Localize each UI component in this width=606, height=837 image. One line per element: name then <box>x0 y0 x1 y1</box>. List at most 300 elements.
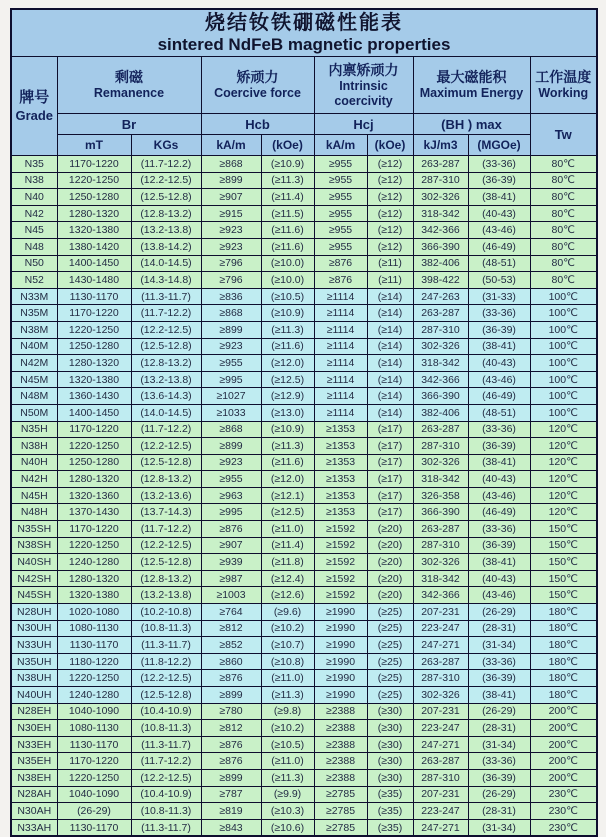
hcj-kam-cell: ≥1990 <box>314 653 367 670</box>
hcb-koe-cell: (≥10.2) <box>261 620 314 637</box>
bhmax-mgoe-cell: (36-39) <box>468 438 530 455</box>
hcj-koe-cell: (≥25) <box>367 637 413 654</box>
br-mt-cell: 1170-1220 <box>57 305 131 322</box>
hcj-kam-cell: ≥1592 <box>314 554 367 571</box>
bhmax-kjm3-cell: 263-287 <box>413 421 468 438</box>
bhmax-kjm3-cell: 263-287 <box>413 653 468 670</box>
hcb-koe-cell: (≥10.5) <box>261 288 314 305</box>
hcj-koe-cell: (≥17) <box>367 471 413 488</box>
grade-cell: N33UH <box>11 637 57 654</box>
hcb-kam-cell: ≥923 <box>201 222 261 239</box>
bhmax-mgoe-cell: (33-36) <box>468 753 530 770</box>
grade-cell: N30AH <box>11 803 57 820</box>
table-row <box>11 288 597 305</box>
br-kgs-cell: (10.8-11.3) <box>131 720 201 737</box>
br-kgs-cell: (11.7-12.2) <box>131 521 201 538</box>
table-row <box>11 454 597 471</box>
bhmax-mgoe-cell: (40-43) <box>468 355 530 372</box>
tw-cell: 180℃ <box>530 653 597 670</box>
br-mt-cell: 1240-1280 <box>57 687 131 704</box>
hcb-kam-cell: ≥907 <box>201 537 261 554</box>
tw-cell: 100℃ <box>530 404 597 421</box>
grade-cell: N48H <box>11 504 57 521</box>
br-mt-cell: 1170-1220 <box>57 156 131 173</box>
hcb-koe-cell: (≥10.7) <box>261 637 314 654</box>
hcb-koe-cell: (≥12.4) <box>261 570 314 587</box>
bhmax-mgoe-cell: (31-34) <box>468 736 530 753</box>
hcb-koe-cell: (≥11.4) <box>261 189 314 206</box>
column-header-grade <box>11 57 57 156</box>
hcb-kam-cell: ≥899 <box>201 687 261 704</box>
hcb-kam-cell: ≥899 <box>201 172 261 189</box>
hcj-kam-cell: ≥876 <box>314 272 367 289</box>
hcb-koe-cell: (≥11.3) <box>261 687 314 704</box>
hcb-kam-cell: ≥995 <box>201 371 261 388</box>
hcj-kam-cell: ≥2785 <box>314 819 367 836</box>
hcb-kam-cell: ≥995 <box>201 504 261 521</box>
hcj-kam-cell: ≥1114 <box>314 321 367 338</box>
br-mt-cell: 1220-1250 <box>57 321 131 338</box>
grade-cell: N33EH <box>11 736 57 753</box>
symbol-bhmax: (BH ) max <box>413 114 530 135</box>
hcj-koe-cell: (≥25) <box>367 670 413 687</box>
tw-cell: 100℃ <box>530 321 597 338</box>
hcb-koe-cell: (≥10.8) <box>261 653 314 670</box>
tw-cell: 80℃ <box>530 172 597 189</box>
hcb-kam-cell: ≥1003 <box>201 587 261 604</box>
tw-cell: 100℃ <box>530 288 597 305</box>
tw-cell: 100℃ <box>530 355 597 372</box>
hcb-koe-cell: (≥10.0) <box>261 272 314 289</box>
bhmax-mgoe-cell: (28-31) <box>468 620 530 637</box>
br-kgs-cell: (12.2-12.5) <box>131 438 201 455</box>
hcj-kam-cell: ≥1114 <box>314 288 367 305</box>
hcj-koe-cell: (≥25) <box>367 653 413 670</box>
grade-cell: N40H <box>11 454 57 471</box>
grade-cell: N40M <box>11 338 57 355</box>
br-mt-cell: 1220-1250 <box>57 769 131 786</box>
bhmax-kjm3-cell: 223-247 <box>413 803 468 820</box>
tw-cell: 200℃ <box>530 753 597 770</box>
bhmax-kjm3-cell: 302-326 <box>413 338 468 355</box>
bhmax-kjm3-cell: 207-231 <box>413 703 468 720</box>
bhmax-kjm3-cell: 287-310 <box>413 438 468 455</box>
hcb-kam-cell: ≥796 <box>201 255 261 272</box>
bhmax-kjm3-cell: 247-271 <box>413 637 468 654</box>
unit-hcb-kam: kA/m <box>201 135 261 156</box>
hcb-kam-cell: ≥819 <box>201 803 261 820</box>
hcj-kam-cell: ≥1592 <box>314 587 367 604</box>
table-row <box>11 570 597 587</box>
grade-cell: N35SH <box>11 521 57 538</box>
bhmax-mgoe-cell: (28-31) <box>468 720 530 737</box>
grade-cell: N38EH <box>11 769 57 786</box>
hcj-koe-cell: (≥11) <box>367 255 413 272</box>
hcj-kam-cell: ≥1990 <box>314 637 367 654</box>
tw-cell: 80℃ <box>530 238 597 255</box>
br-mt-cell: (26-29) <box>57 803 131 820</box>
bhmax-kjm3-cell: 287-310 <box>413 537 468 554</box>
header-row-units <box>11 135 597 156</box>
grade-cell: N28UH <box>11 604 57 621</box>
symbol-tw: Tw <box>530 114 597 156</box>
bhmax-mgoe-cell: (36-39) <box>468 321 530 338</box>
hcj-kam-cell: ≥1353 <box>314 421 367 438</box>
magnet-properties-table <box>10 8 598 837</box>
hcj-koe-cell: (≥20) <box>367 587 413 604</box>
br-kgs-cell: (12.2-12.5) <box>131 537 201 554</box>
table-row <box>11 653 597 670</box>
table-row <box>11 338 597 355</box>
hcb-kam-cell: ≥812 <box>201 620 261 637</box>
column-header-intrinsic-coercivity: 内禀矫顽力 Intrinsic coercivity <box>314 57 413 114</box>
symbol-hcb: Hcb <box>201 114 314 135</box>
unit-bh-kjm3: kJ/m3 <box>413 135 468 156</box>
hcj-kam-cell: ≥1353 <box>314 471 367 488</box>
hcb-kam-cell: ≥764 <box>201 604 261 621</box>
br-kgs-cell: (12.8-13.2) <box>131 205 201 222</box>
title-chinese: 烧结钕铁硼磁性能表 <box>205 12 403 34</box>
br-mt-cell: 1130-1170 <box>57 819 131 836</box>
bhmax-mgoe-cell: (38-41) <box>468 454 530 471</box>
table-row <box>11 769 597 786</box>
tw-cell: 120℃ <box>530 438 597 455</box>
hcb-kam-cell: ≥1027 <box>201 388 261 405</box>
bhmax-kjm3-cell: 207-231 <box>413 604 468 621</box>
hcj-koe-cell: (≥12) <box>367 205 413 222</box>
hcb-koe-cell: (≥13.0) <box>261 404 314 421</box>
hcb-koe-cell: (≥11.0) <box>261 670 314 687</box>
hcj-kam-cell: ≥1114 <box>314 404 367 421</box>
hcj-kam-cell: ≥1592 <box>314 537 367 554</box>
tw-cell: 180℃ <box>530 604 597 621</box>
hcb-kam-cell: ≥843 <box>201 819 261 836</box>
table-row <box>11 670 597 687</box>
hcj-koe-cell: (≥14) <box>367 371 413 388</box>
tw-cell: 80℃ <box>530 222 597 239</box>
bhmax-kjm3-cell: 263-287 <box>413 753 468 770</box>
bhmax-mgoe-cell: (40-43) <box>468 205 530 222</box>
bhmax-mgoe-cell: (38-41) <box>468 554 530 571</box>
hcj-koe-cell: (≥17) <box>367 438 413 455</box>
hcj-kam-cell: ≥1114 <box>314 355 367 372</box>
hcb-kam-cell: ≥899 <box>201 769 261 786</box>
hcj-koe-cell: (≥35) <box>367 786 413 803</box>
grade-cell: N45M <box>11 371 57 388</box>
bhmax-kjm3-cell: 366-390 <box>413 388 468 405</box>
br-kgs-cell: (13.6-14.3) <box>131 388 201 405</box>
bhmax-mgoe-cell: (43-46) <box>468 371 530 388</box>
bhmax-mgoe-cell: (38-41) <box>468 687 530 704</box>
unit-hcj-kam: kA/m <box>314 135 367 156</box>
table-row <box>11 504 597 521</box>
hcj-koe-cell: (≥17) <box>367 454 413 471</box>
bhmax-mgoe-cell: (50-53) <box>468 272 530 289</box>
br-mt-cell: 1320-1380 <box>57 222 131 239</box>
hcb-koe-cell: (≥11.5) <box>261 205 314 222</box>
hcb-kam-cell: ≥899 <box>201 438 261 455</box>
br-kgs-cell: (12.8-13.2) <box>131 471 201 488</box>
grade-cell: N45H <box>11 487 57 504</box>
hcj-koe-cell: (≥12) <box>367 156 413 173</box>
tw-cell: 230℃ <box>530 803 597 820</box>
tw-cell: 150℃ <box>530 521 597 538</box>
hcb-koe-cell: (≥9.9) <box>261 786 314 803</box>
title-english: sintered NdFeB magnetic properties <box>157 35 451 54</box>
bhmax-mgoe-cell: (38-41) <box>468 189 530 206</box>
hcb-kam-cell: ≥852 <box>201 637 261 654</box>
tw-cell: 200℃ <box>530 736 597 753</box>
br-mt-cell: 1320-1360 <box>57 487 131 504</box>
column-header-coercive-force: 矫顽力 Coercive force <box>201 57 314 114</box>
hcj-koe-cell: (≥14) <box>367 388 413 405</box>
table-row <box>11 720 597 737</box>
bhmax-kjm3-cell: 366-390 <box>413 504 468 521</box>
table-row <box>11 587 597 604</box>
hcj-kam-cell: ≥955 <box>314 156 367 173</box>
grade-cell: N50M <box>11 404 57 421</box>
hcb-koe-cell: (≥10.2) <box>261 720 314 737</box>
grade-cell: N40UH <box>11 687 57 704</box>
symbol-hcj: Hcj <box>314 114 413 135</box>
table-row <box>11 537 597 554</box>
grade-cell: N38SH <box>11 537 57 554</box>
hcj-kam-cell: ≥876 <box>314 255 367 272</box>
tw-cell: 100℃ <box>530 388 597 405</box>
grade-cell: N40 <box>11 189 57 206</box>
hcb-koe-cell: (≥11.6) <box>261 454 314 471</box>
title-row <box>11 9 597 57</box>
hcb-kam-cell: ≥915 <box>201 205 261 222</box>
br-kgs-cell: (12.5-12.8) <box>131 338 201 355</box>
hcb-kam-cell: ≥868 <box>201 305 261 322</box>
br-kgs-cell: (10.8-11.3) <box>131 620 201 637</box>
br-mt-cell: 1170-1220 <box>57 421 131 438</box>
grade-cell: N42 <box>11 205 57 222</box>
unit-hcb-koe: (kOe) <box>261 135 314 156</box>
br-mt-cell: 1080-1130 <box>57 620 131 637</box>
bhmax-kjm3-cell: 247-271 <box>413 819 468 836</box>
hcj-koe-cell: (≥30) <box>367 703 413 720</box>
br-kgs-cell: (11.7-12.2) <box>131 753 201 770</box>
hcj-koe-cell: (≥20) <box>367 521 413 538</box>
hcb-kam-cell: ≥1033 <box>201 404 261 421</box>
tw-cell: 150℃ <box>530 587 597 604</box>
table-row <box>11 388 597 405</box>
hcj-koe-cell: (≥12) <box>367 189 413 206</box>
bhmax-kjm3-cell: 302-326 <box>413 687 468 704</box>
hcj-koe-cell: (≥25) <box>367 620 413 637</box>
grade-cell: N50 <box>11 255 57 272</box>
bhmax-kjm3-cell: 342-366 <box>413 222 468 239</box>
bhmax-kjm3-cell: 318-342 <box>413 570 468 587</box>
bhmax-mgoe-cell: (43-46) <box>468 587 530 604</box>
bhmax-kjm3-cell: 207-231 <box>413 786 468 803</box>
br-kgs-cell: (10.2-10.8) <box>131 604 201 621</box>
bhmax-kjm3-cell: 342-366 <box>413 371 468 388</box>
br-mt-cell: 1220-1250 <box>57 172 131 189</box>
unit-br-mt: mT <box>57 135 131 156</box>
bhmax-kjm3-cell: 247-271 <box>413 736 468 753</box>
bhmax-kjm3-cell: 382-406 <box>413 404 468 421</box>
br-mt-cell: 1130-1170 <box>57 637 131 654</box>
hcj-kam-cell: ≥1592 <box>314 570 367 587</box>
br-kgs-cell: (12.5-12.8) <box>131 687 201 704</box>
br-kgs-cell: (11.3-11.7) <box>131 637 201 654</box>
bhmax-mgoe-cell: (46-49) <box>468 388 530 405</box>
column-header-working-temp: 工作温度 Working <box>530 57 597 114</box>
bhmax-kjm3-cell: 287-310 <box>413 172 468 189</box>
hcb-koe-cell: (≥9.6) <box>261 604 314 621</box>
tw-cell: 180℃ <box>530 687 597 704</box>
hcb-koe-cell: (≥11.4) <box>261 537 314 554</box>
br-mt-cell: 1220-1250 <box>57 537 131 554</box>
hcj-koe-cell: (≥14) <box>367 338 413 355</box>
bhmax-mgoe-cell: (31-34) <box>468 637 530 654</box>
hcj-kam-cell: ≥955 <box>314 172 367 189</box>
br-mt-cell: 1370-1430 <box>57 504 131 521</box>
br-kgs-cell: (12.8-13.2) <box>131 570 201 587</box>
hcj-koe-cell: (≥17) <box>367 487 413 504</box>
hcb-koe-cell: (≥10.3) <box>261 803 314 820</box>
table-row <box>11 703 597 720</box>
br-mt-cell: 1130-1170 <box>57 736 131 753</box>
header-row-groups <box>11 57 597 114</box>
hcb-kam-cell: ≥963 <box>201 487 261 504</box>
table-row <box>11 205 597 222</box>
bhmax-kjm3-cell: 398-422 <box>413 272 468 289</box>
tw-cell: 200℃ <box>530 703 597 720</box>
bhmax-mgoe-cell: (26-29) <box>468 604 530 621</box>
tw-cell: 230℃ <box>530 819 597 836</box>
tw-cell: 180℃ <box>530 620 597 637</box>
hcj-kam-cell: ≥955 <box>314 205 367 222</box>
grade-cell: N33AH <box>11 819 57 836</box>
hcj-kam-cell: ≥955 <box>314 222 367 239</box>
br-mt-cell: 1250-1280 <box>57 189 131 206</box>
table-row <box>11 238 597 255</box>
br-kgs-cell: (11.3-11.7) <box>131 819 201 836</box>
bhmax-kjm3-cell: 366-390 <box>413 238 468 255</box>
hcj-koe-cell: (≥20) <box>367 570 413 587</box>
tw-cell: 150℃ <box>530 570 597 587</box>
bhmax-mgoe-cell: (40-43) <box>468 471 530 488</box>
br-mt-cell: 1080-1130 <box>57 720 131 737</box>
br-mt-cell: 1130-1170 <box>57 288 131 305</box>
br-mt-cell: 1170-1220 <box>57 521 131 538</box>
br-kgs-cell: (12.2-12.5) <box>131 321 201 338</box>
hcj-koe-cell: (≥30) <box>367 720 413 737</box>
hcb-koe-cell: (≥12.0) <box>261 471 314 488</box>
br-mt-cell: 1220-1250 <box>57 438 131 455</box>
hcb-kam-cell: ≥812 <box>201 720 261 737</box>
bhmax-mgoe-cell: (33-36) <box>468 156 530 173</box>
grade-cell: N35H <box>11 421 57 438</box>
symbol-br: Br <box>57 114 201 135</box>
grade-label-en: Grade <box>15 108 54 123</box>
br-kgs-cell: (13.2-13.8) <box>131 222 201 239</box>
br-mt-cell: 1380-1420 <box>57 238 131 255</box>
hcj-koe-cell: (≥12) <box>367 172 413 189</box>
hcj-kam-cell: ≥2388 <box>314 720 367 737</box>
bhmax-kjm3-cell: 342-366 <box>413 587 468 604</box>
bhmax-mgoe-cell: (43-46) <box>468 222 530 239</box>
br-kgs-cell: (11.3-11.7) <box>131 288 201 305</box>
hcj-kam-cell: ≥1353 <box>314 504 367 521</box>
table-row <box>11 637 597 654</box>
table-row <box>11 189 597 206</box>
table-row <box>11 521 597 538</box>
br-mt-cell: 1320-1380 <box>57 371 131 388</box>
br-kgs-cell: (11.7-12.2) <box>131 421 201 438</box>
br-mt-cell: 1180-1220 <box>57 653 131 670</box>
bhmax-kjm3-cell: 302-326 <box>413 554 468 571</box>
table-row <box>11 471 597 488</box>
bhmax-mgoe-cell: (46-49) <box>468 504 530 521</box>
hcj-kam-cell: ≥1592 <box>314 521 367 538</box>
hcb-koe-cell: (≥11.6) <box>261 222 314 239</box>
tw-cell: 80℃ <box>530 156 597 173</box>
bhmax-kjm3-cell: 326-358 <box>413 487 468 504</box>
hcb-kam-cell: ≥860 <box>201 653 261 670</box>
hcj-koe-cell: (≥30) <box>367 753 413 770</box>
bhmax-kjm3-cell: 223-247 <box>413 620 468 637</box>
hcb-koe-cell: (≥10.9) <box>261 421 314 438</box>
br-kgs-cell: (13.7-14.3) <box>131 504 201 521</box>
table-row <box>11 172 597 189</box>
bhmax-kjm3-cell: 263-287 <box>413 521 468 538</box>
hcb-koe-cell: (≥12.5) <box>261 371 314 388</box>
hcb-koe-cell: (≥11.3) <box>261 321 314 338</box>
table-row <box>11 554 597 571</box>
hcb-kam-cell: ≥987 <box>201 570 261 587</box>
hcb-koe-cell: (≥11.3) <box>261 438 314 455</box>
hcb-koe-cell: (≥10.9) <box>261 305 314 322</box>
bhmax-kjm3-cell: 247-263 <box>413 288 468 305</box>
hcj-kam-cell: ≥2388 <box>314 736 367 753</box>
grade-cell: N52 <box>11 272 57 289</box>
grade-cell: N35UH <box>11 653 57 670</box>
hcb-koe-cell: (≥10.0) <box>261 255 314 272</box>
hcb-kam-cell: ≥907 <box>201 189 261 206</box>
table-row <box>11 753 597 770</box>
bhmax-kjm3-cell: 302-326 <box>413 454 468 471</box>
hcb-koe-cell: (≥10.5) <box>261 736 314 753</box>
hcb-koe-cell: (≥10.9) <box>261 156 314 173</box>
br-kgs-cell: (12.5-12.8) <box>131 189 201 206</box>
bhmax-mgoe-cell: (36-39) <box>468 172 530 189</box>
hcb-kam-cell: ≥876 <box>201 753 261 770</box>
bhmax-kjm3-cell: 263-287 <box>413 305 468 322</box>
hcj-kam-cell: ≥1990 <box>314 670 367 687</box>
bhmax-mgoe-cell: (33-36) <box>468 521 530 538</box>
br-mt-cell: 1250-1280 <box>57 338 131 355</box>
tw-cell: 200℃ <box>530 769 597 786</box>
grade-cell: N28EH <box>11 703 57 720</box>
hcb-kam-cell: ≥955 <box>201 355 261 372</box>
table-row <box>11 803 597 820</box>
tw-cell: 150℃ <box>530 554 597 571</box>
tw-cell: 80℃ <box>530 189 597 206</box>
tw-cell: 100℃ <box>530 305 597 322</box>
grade-cell: N48M <box>11 388 57 405</box>
grade-cell: N42SH <box>11 570 57 587</box>
hcj-kam-cell: ≥2388 <box>314 753 367 770</box>
grade-cell: N33M <box>11 288 57 305</box>
bhmax-kjm3-cell: 223-247 <box>413 720 468 737</box>
br-mt-cell: 1400-1450 <box>57 404 131 421</box>
table-row <box>11 421 597 438</box>
